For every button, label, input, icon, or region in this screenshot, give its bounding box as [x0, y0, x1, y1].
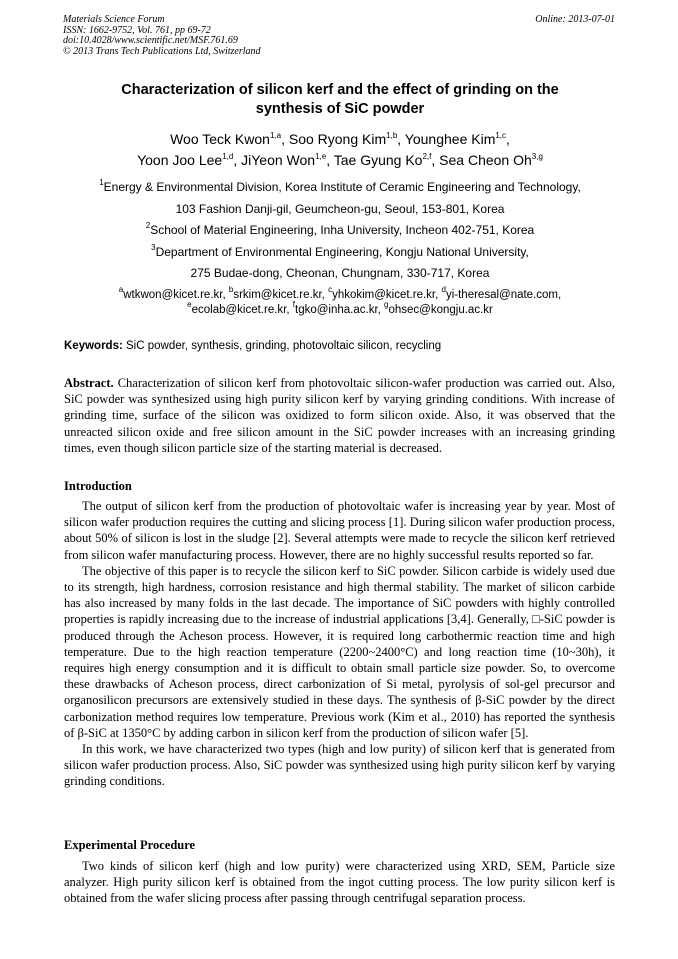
author-name: Soo Ryong Kim — [288, 131, 387, 147]
email-link[interactable]: yi-theresal@nate.com — [445, 289, 558, 301]
author-sep: , — [281, 131, 289, 147]
email-sup: g — [384, 300, 389, 309]
email-link[interactable]: wtkwon@kicet.re.kr — [123, 289, 223, 301]
email-sep: , — [286, 304, 293, 316]
journal-copyright: © 2013 Trans Tech Publications Ltd, Switzerland — [63, 45, 261, 57]
author-name: Woo Teck Kwon — [170, 131, 270, 147]
online-date: Online: 2013-07-01 — [535, 14, 615, 25]
affil-sup: 1 — [99, 178, 104, 187]
paper-title — [60, 81, 620, 119]
title-line: synthesis of SiC powder — [255, 101, 425, 117]
email-link[interactable]: ohsec@kongju.ac.kr — [388, 304, 493, 316]
abstract — [64, 375, 615, 456]
paragraph: The output of silicon kerf from the production of photovoltaic wafer is increasing year by year. Most of silicon wafer production requires the cutting and slicing process [1]. During silicon wafer production process, about 50% of silicon is lost in the sludge [2]. Several attempts were made to recycle the silicon kerf retrieved from silicon wafer manufacturing process. However, there are no highly successful results reported so far. — [64, 499, 615, 562]
author-line — [60, 150, 620, 171]
affiliation-2 — [60, 220, 620, 242]
affiliation-3-address: 275 Budae-dong, Cheonan, Chungnam, 330-717, Korea — [190, 266, 490, 280]
email-sup: b — [228, 285, 234, 294]
email-sup: c — [328, 285, 333, 294]
author-sep: , — [326, 152, 334, 168]
author-sep: , — [431, 152, 440, 168]
author-affil-sup: 1,c — [495, 131, 507, 140]
affil-text: School of Material Engineering, Inha University, Incheon 402-751, Korea — [150, 223, 535, 237]
affiliation-3 — [60, 242, 620, 264]
email-sep: , — [377, 304, 385, 316]
email-sup: d — [441, 285, 446, 294]
author-affil-sup: 3,g — [531, 152, 543, 161]
section-heading-introduction: Introduction — [64, 479, 132, 493]
author-line — [60, 129, 620, 150]
paragraph: The objective of this paper is to recycle the silicon kerf to SiC powder. Silicon carbide is widely used due to its strength, high hardness, corrosion resistance and high thermal stability. The market of silicon carbide has also increased by many folds in the last decade. The importance of SiC powders with highly controlled properties is rapidly increasing due to the increase of industrial applications [3,4]. Generally, □-SiC powder is produced through the Acheson process. However, it is required long carbothermic reaction time and high temperature. Due to the high reaction temperature (2200~2400°C) and long reaction time (10~30h), it requires high energy consumption and it is difficult to obtain small particle size powder. So, to overcome these drawbacks of Acheson process, direct carbonization of Si metal, pyrolysis of sol-gel precursor and organosilicon precursors are extensively studied in these days. The synthesis of β-SiC powder by the direct carbonization method requires low temperature. Previous work (Kim et al., 2010) has reported the synthesis of β-SiC at 1350°C by adding carbon in silicon kerf from the production of silicon wafer [5]. — [64, 563, 615, 740]
author-name: JiYeon Won — [241, 152, 316, 168]
author-name: Tae Gyung Ko — [333, 152, 423, 168]
email-link[interactable]: yhkokim@kicet.re.kr — [332, 289, 436, 301]
abstract-text: Characterization of silicon kerf from photovoltaic silicon-wafer production was carried out. Also, SiC powder was synthesized using high purity silicon kerf by varying grinding conditions. With increase of grinding time, surface of the silicon was oxidized to form silicon oxide. Also, it was observed that the unreacted silicon oxide and free silicon amount in the SiC powder increases with an increasing grinding times, even though silicon particle size of the starting material is decreased. — [64, 376, 615, 455]
author-name: Yoon Joo Lee — [137, 152, 223, 168]
affiliation-1-address: 103 Fashion Danji-gil, Geumcheon-gu, Seoul, 153-801, Korea — [175, 201, 505, 216]
affiliation-1 — [60, 177, 620, 199]
title-line: Characterization of silicon kerf and the effect of grinding on the — [121, 82, 559, 98]
email-sep: , — [435, 289, 442, 301]
author-emails — [60, 285, 620, 318]
author-affil-sup: 1,d — [222, 152, 234, 161]
author-name: Younghee Kim — [404, 131, 496, 147]
affil-sup: 3 — [151, 242, 156, 252]
email-line — [60, 300, 620, 318]
email-sup: e — [187, 300, 192, 309]
author-list — [60, 129, 620, 171]
email-link[interactable]: srkim@kicet.re.kr — [233, 289, 322, 301]
author-sep: , — [233, 152, 242, 168]
affil-sup: 2 — [145, 221, 151, 230]
email-link[interactable]: ecolab@kicet.re.kr — [191, 304, 287, 316]
keywords-text: SiC powder, synthesis, grinding, photovoltaic silicon, recycling — [122, 340, 442, 352]
section-heading-experimental: Experimental Procedure — [64, 838, 196, 852]
email-sep: , — [321, 289, 329, 301]
author-name: Sea Cheon Oh — [439, 152, 532, 168]
journal-header — [63, 15, 615, 57]
email-sep: , — [222, 289, 229, 301]
email-link[interactable]: tgko@inha.ac.kr — [295, 304, 378, 316]
author-affil-sup: 1,e — [315, 152, 327, 161]
journal-name: Materials Science Forum — [63, 14, 165, 25]
author-affil-sup: 1,a — [269, 131, 282, 140]
author-affil-sup: 2,f — [422, 152, 432, 161]
email-sup: f — [292, 300, 295, 309]
introduction-body — [64, 498, 615, 790]
author-affil-sup: 1,b — [386, 131, 398, 140]
email-sup: a — [118, 285, 124, 294]
affiliations — [60, 177, 620, 285]
experimental-body — [64, 858, 615, 907]
author-sep: , — [397, 131, 405, 147]
affil-text: Energy & Environmental Division, Korea Institute of Ceramic Engineering and Technology, — [103, 180, 581, 194]
affil-text: Department of Environmental Engineering, Kongju National University, — [155, 244, 529, 259]
email-sep: , — [558, 289, 562, 301]
journal-doi: doi:10.4028/www.scientific.net/MSF.761.69 — [63, 35, 238, 46]
email-line — [60, 285, 620, 303]
author-sep: , — [506, 131, 510, 147]
keywords — [64, 339, 616, 354]
keywords-label: Keywords: — [64, 340, 123, 352]
paragraph: Two kinds of silicon kerf (high and low purity) were characterized using XRD, SEM, Particle size analyzer. High purity silicon kerf is obtained from the ingot cutting process. The low purity silicon kerf is obtained from the wafer slicing process after passing through centrifugal separation process. — [64, 859, 615, 906]
abstract-label: Abstract. — [64, 376, 114, 390]
journal-issn: ISSN: 1662-9752, Vol. 761, pp 69-72 — [63, 24, 211, 36]
paragraph: In this work, we have characterized two types (high and low purity) of silicon kerf that is generated from silicon wafer production process. Also, SiC powder was synthesized using high purity silicon kerf by varying grinding conditions. — [64, 742, 615, 789]
